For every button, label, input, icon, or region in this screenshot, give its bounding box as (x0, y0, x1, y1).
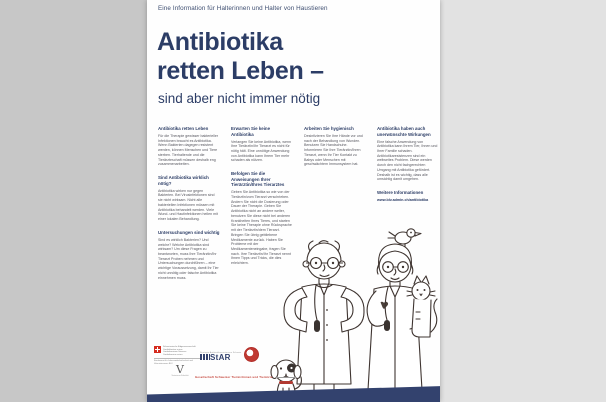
divider-line (276, 377, 296, 378)
section-heading: Sind Antibiotika wirklich nötig? (158, 175, 209, 186)
swiss-logo-line: Confederazione Svizzera (163, 351, 187, 354)
section-body: Geben Sie Antibiotika so wie von der Tierärztin/vom Tierarzt verschrieben. Ändern Sie nicht die Dosierung oder Dauer der Therapie. Geben Sie Antibiotika nicht an andere weiter, benutzen Sie diese nicht bei anderen Krankheiten Ihres Tieres, und starten Sie keine Therapie ohne Rücksprache mit der Tierärztin/dem Tierarzt. Bringen Sie übrig gebliebene Medikamente zurück. Haben Sie Probleme mit der Medikamenteneingabe, fragen Sie nach. Ihre Tierärztin/Ihr Tierarzt nennt Ihnen Tipps und Tricks, die dies erleichtern. (231, 190, 292, 266)
background-right (440, 0, 606, 402)
section-body: Verlangen Sie keine Antibiotika, wenn Ihre Tierärztin/Ihr Tierarzt es nicht für nötig hält. Eine unnötige Anwendung von Antibiotika kann Ihrem Tier mehr schaden als nützen. (231, 139, 291, 163)
section-heading: Befolgen Sie die Anweisungen Ihrer Tierärztin/Ihres Tierarztes (231, 171, 285, 188)
partner-logos (195, 375, 296, 379)
partner-wordmark: Gesellschaft Schweizer Tierärztinnen und Tierärzte (195, 375, 273, 379)
swiss-flag-icon (154, 346, 161, 353)
swiss-logo-line: Confederaziun svizra (163, 353, 183, 356)
kicker-text: Eine Information für Halterinnen und Halter von Haustieren (158, 5, 328, 12)
vetsuisse-wordmark: V (176, 363, 184, 376)
gst-emblem-icon (244, 347, 259, 362)
section-heading: Erwarten Sie keine Antibiotika (231, 126, 271, 137)
star-caption: Strategie Antibiotikaresistenzen Schweiz (200, 352, 242, 354)
section-keine-antibiotika (231, 126, 293, 163)
section-body: Antibiotika wirken nur gegen Bakterien. Bei Virusinfektionen sind sie nicht wirksam. Nicht alle bakteriellen Infektionen müssen mit Antibiotika behandelt werden. Viele Wund- und Hautinfektionen heilen mit einer lokalen Behandlung. (158, 188, 218, 222)
column-1 (158, 126, 220, 288)
page-title (157, 28, 324, 86)
section-body: Für die Therapie gewisser bakterieller Infektionen braucht es Antibiotika. Wenn Bakterien dagegen resistent werden, können Menschen und Tiere sterben. Tierhaltende und die Tierärzteschaft müssen deshalb eng zusammenarbeiten. (158, 134, 219, 167)
vets-illustration (264, 223, 440, 397)
subtitle: sind aber nicht immer nötig (158, 91, 321, 106)
vetsuisse-logo (163, 365, 197, 378)
vetsuisse-caption: Vetsuisse-Fakultät (171, 375, 189, 377)
section-weitere-informationen (377, 190, 439, 202)
section-heading: Antibiotika retten Leben (158, 126, 209, 131)
section-heading: Weitere Informationen (377, 190, 424, 196)
section-heading: Antibiotika haben auch unerwünschte Wirkungen (377, 126, 431, 137)
star-wordmark: StAR (210, 353, 231, 362)
section-heading: Untersuchungen sind wichtig (158, 229, 220, 235)
section-unerwuenschte-wirkungen (377, 126, 439, 182)
section-heading: Arbeiten Sie hygienisch (304, 126, 354, 131)
swiss-logo-line: Schweizerische Eidgenossenschaft (163, 346, 196, 348)
column-4 (377, 126, 439, 202)
section-wirklich-noetig (158, 175, 220, 222)
section-body: Eine falsche Anwendung von Antibiotika kann Ihrem Tier, Ihnen und Ihrer Familie schaden. Antibiotikaresistenzen sind ein weltweites Problem. Diese werden durch den nicht fachgerechten Umgang mit Antibiotika gefördert. Deshalb ist es wichtig, dass alle umsichtig damit umgehen. (377, 139, 438, 182)
section-antibiotika-retten-leben (158, 126, 220, 167)
section-body: Sind es wirklich Bakterien? Und welche? Welche Antibiotika sind wirksam? Um diese Fragen zu beantworten, muss Ihre Tierärztin/Ihr Tierarzt Proben nehmen und Untersuchungen durchführen – eine wichtige Voraussetzung, damit Ihr Tier nicht unnötig oder falsche Antibiotika einnehmen muss. (158, 237, 219, 280)
swiss-logo-line: Confédération suisse (163, 348, 183, 351)
info-url: www.blv.admin.ch/antibiotika (377, 198, 429, 203)
star-logo (200, 352, 244, 362)
title-line-1: Antibiotika (157, 28, 283, 56)
dog-collar (279, 381, 293, 384)
poster (147, 0, 440, 402)
title-line-2: retten Leben – (157, 57, 324, 85)
section-hygienisch (304, 126, 366, 167)
section-body: Desinfizieren Sie Ihre Hände vor und nach der Behandlung von Wunden. Benutzen Sie Handschuhe. Informieren Sie Ihre Tierärztin/Ihren Tierarzt, wenn Ihr Tier Kontakt zu Babys oder Menschen mit geschwächtem Immunsystem hat. (304, 134, 363, 167)
section-untersuchungen (158, 230, 220, 281)
column-3 (304, 126, 366, 175)
swiss-department-caption: Bundesamt für Lebensmittelsicherheit und Veterinärwesen BLV (154, 358, 202, 365)
star-glyph-icon (200, 354, 210, 360)
